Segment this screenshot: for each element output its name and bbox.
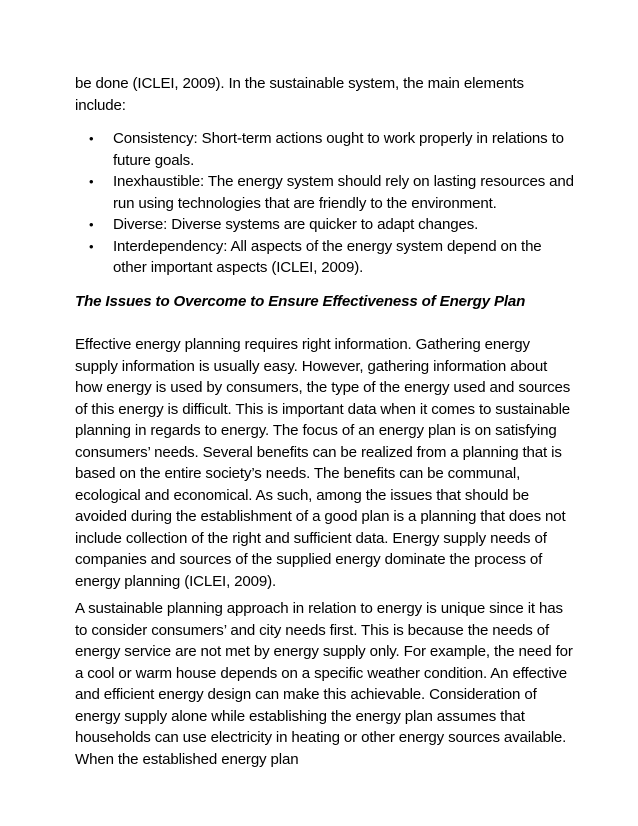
sustainable-elements-list <box>75 128 575 279</box>
list-item-text: Interdependency: All aspects of the energy system depend on the other important aspects (ICLEI, 2009). <box>113 237 542 276</box>
list-item <box>75 171 575 214</box>
bullet-icon: • <box>89 238 94 254</box>
intro-text: be done (ICLEI, 2009). In the sustainable system, the main elements include: <box>75 75 524 114</box>
bullet-icon: • <box>89 217 94 232</box>
bullet-icon: • <box>89 131 94 146</box>
list-item-text: Consistency: Short-term actions ought to work properly in relations to future goals. <box>113 130 564 169</box>
list-item <box>75 128 575 171</box>
bullet-icon: • <box>89 174 94 189</box>
body-paragraph: Effective energy planning requires right information. Gathering energy supply information is usually easy. However, gathering information about how energy is used by consumers, the type of the energy used and sources of this energy is difficult. This is important data when it comes to sustainable planning in regards to energy. The focus of an energy plan is on satisfying consumers’ needs. Several benefits can be realized from a planning that is based on the entire society’s needs. The benefits can be communal, ecological and economical. As such, among the issues that should be avoided during the establishment of a good plan is a planning that does not include collection of the right and sufficient data. Energy supply needs of companies and sources of the supplied energy dominate the process of energy planning (ICLEI, 2009). <box>75 336 571 590</box>
document-page <box>75 73 575 770</box>
list-item-text: Diverse: Diverse systems are quicker to adapt changes. <box>113 216 479 233</box>
list-item <box>75 236 575 279</box>
body-paragraph: A sustainable planning approach in relation to energy is unique since it has to consider consumers’ and city needs first. This is because the needs of energy service are not met by energy supply only. For example, the need for a cool or warm house depends on a specific weather condition. An effective and efficient energy design can make this achievable. Consideration of energy supply alone while establishing the energy plan assumes that households can use electricity in heating or other energy sources available. When the established energy plan <box>75 600 573 768</box>
list-item-text: Inexhaustible: The energy system should rely on lasting resources and run using technologies that are friendly to the environment. <box>113 173 574 212</box>
list-item <box>75 214 575 236</box>
section-heading: The Issues to Overcome to Ensure Effectiveness of Energy Plan <box>75 292 526 310</box>
